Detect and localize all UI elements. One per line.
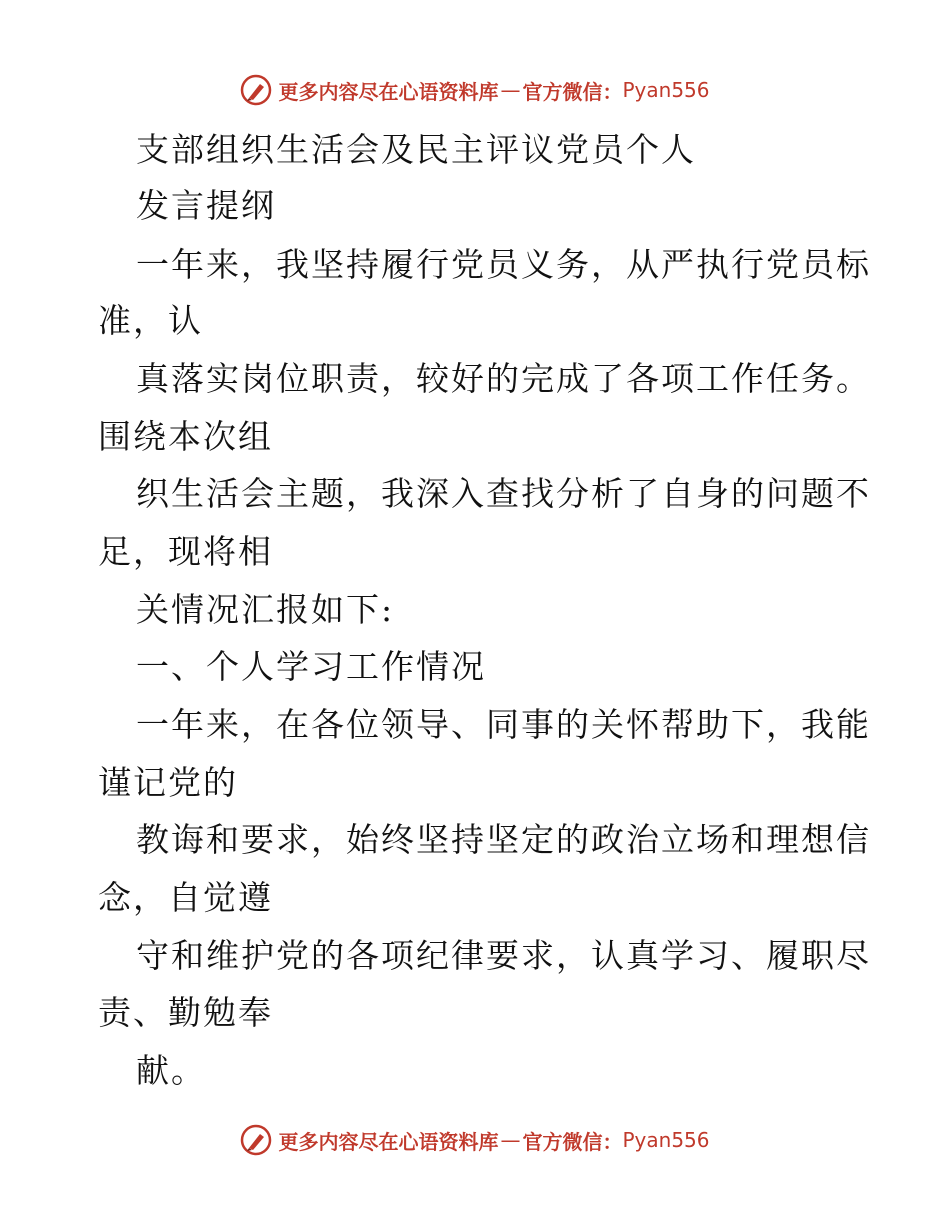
banner-label: 更多内容尽在心语资料库: [278, 1129, 499, 1154]
banner-wechat-label: 官方微信：: [522, 1129, 623, 1154]
banner-wechat-id: Pyan556: [622, 1128, 710, 1152]
paragraph-line: 足，现将相: [98, 532, 273, 571]
paragraph-line: 责、勤勉奉: [98, 993, 273, 1032]
paragraph-line: 准，认: [98, 301, 203, 340]
document-title-line-1: 支部组织生活会及民主评议党员个人: [136, 130, 696, 169]
banner-separator: —: [500, 1128, 521, 1152]
paragraph-line: 真落实岗位职责，较好的完成了各项工作任务。: [136, 359, 871, 398]
banner-wechat-label: 官方微信：: [522, 79, 623, 104]
pen-nib-icon: [240, 74, 272, 106]
paragraph-line: 献。: [136, 1051, 206, 1090]
paragraph-line: 教诲和要求，始终坚持坚定的政治立场和理想信: [136, 820, 871, 859]
paragraph-line: 一年来，在各位领导、同事的关怀帮助下，我能: [136, 705, 871, 744]
banner-wechat-id: Pyan556: [622, 78, 710, 102]
section-heading: 一、个人学习工作情况: [136, 647, 486, 686]
paragraph-line: 围绕本次组: [98, 417, 273, 456]
paragraph-line: 念，自觉遵: [98, 878, 273, 917]
pen-nib-icon: [240, 1124, 272, 1156]
paragraph-line: 织生活会主题，我深入查找分析了自身的问题不: [136, 474, 871, 513]
banner-separator: —: [500, 78, 521, 102]
banner-label: 更多内容尽在心语资料库: [278, 79, 499, 104]
paragraph-line: 谨记党的: [98, 763, 238, 802]
paragraph-line: 一年来，我坚持履行党员义务，从严执行党员标: [136, 245, 871, 284]
paragraph-line: 关情况汇报如下:: [136, 590, 395, 629]
paragraph-line: 守和维护党的各项纪律要求，认真学习、履职尽: [136, 936, 871, 975]
header-banner: [0, 70, 950, 110]
footer-banner: [0, 1120, 950, 1160]
document-title-line-2: 发言提纲: [136, 186, 276, 225]
